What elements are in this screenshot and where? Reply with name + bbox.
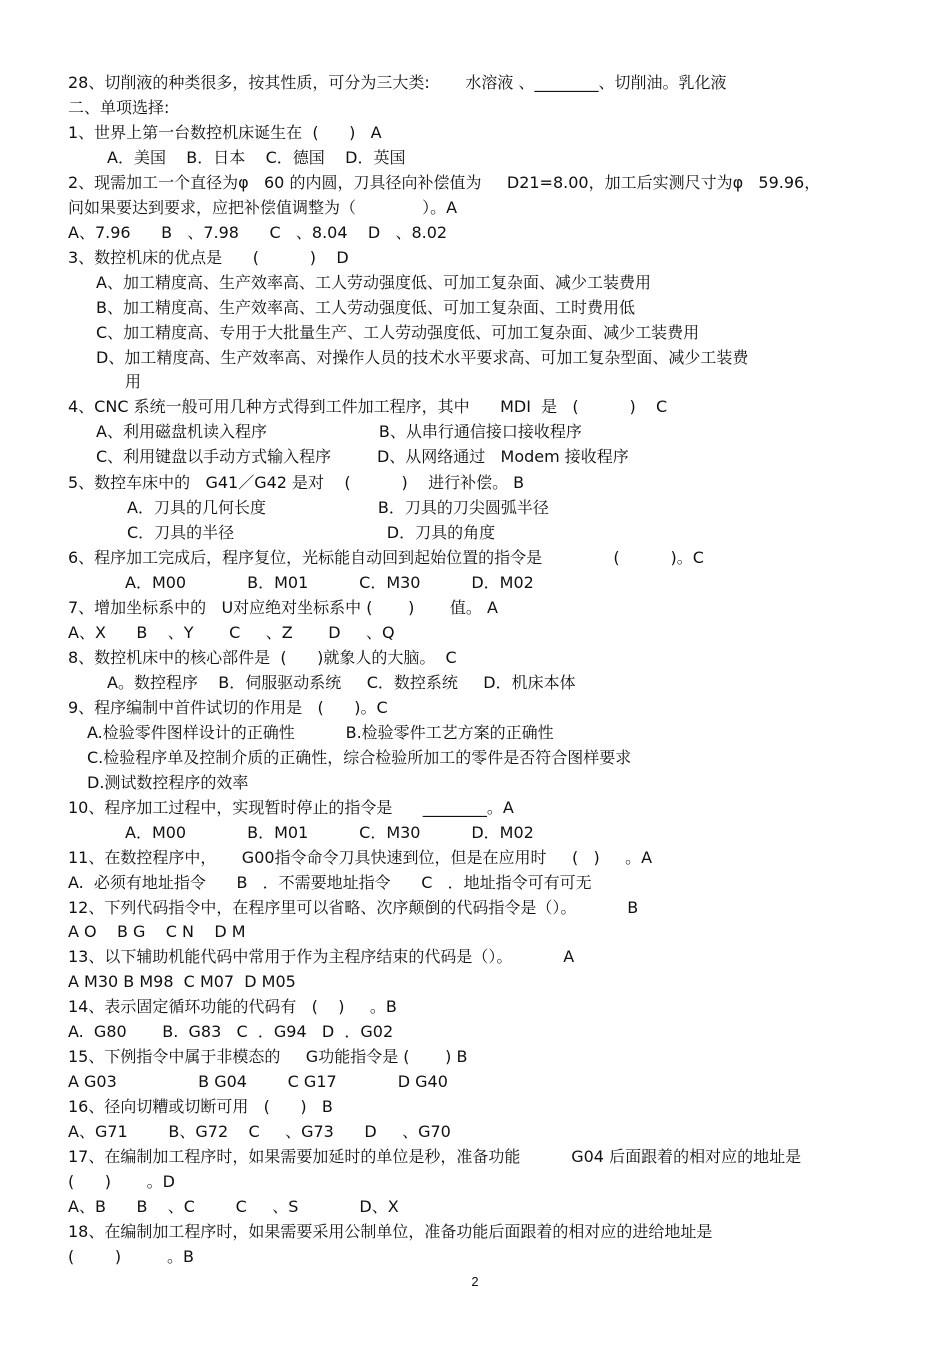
q18-line-cont: ( ) 。B xyxy=(68,1247,194,1266)
q5-line: 5、数控车床中的 G41／G42 是对 ( ) 进行补偿。 B xyxy=(68,473,525,492)
q17-options: A、B B 、C C 、S D、X xyxy=(68,1197,399,1216)
q4-options-cd: C、利用键盘以手动方式输入程序 D、从网络通过 Modem 接收程序 xyxy=(96,447,629,466)
q3-option-b: B、加工精度高、生产效率高、工人劳动强度低、可加工复杂面、工时费用低 xyxy=(96,298,635,317)
q4-options-ab: A、利用磁盘机读入程序 B、从串行通信接口接收程序 xyxy=(96,422,582,441)
q5-options-cd: C．刀具的半径 D．刀具的角度 xyxy=(127,523,496,542)
q11-options: A. 必须有地址指令 B ．不需要地址指令 C ．地址指令可有可无 xyxy=(68,873,592,892)
q17-line-cont: ( ) 。D xyxy=(68,1172,175,1191)
page-number: 2 xyxy=(471,1274,479,1289)
q10-line: 10、程序加工过程中，实现暂时停止的指令是 ________。A xyxy=(68,798,514,817)
q14-options: A. G80 B. G83 C ．G94 D ．G02 xyxy=(68,1022,394,1041)
q17-line: 17、在编制加工程序时，如果需要加延时的单位是秒，准备功能 G04 后面跟着的相对应的地址是 xyxy=(68,1147,802,1166)
q7-line: 7、增加坐标系中的 U对应绝对坐标系中 ( ) 值。 A xyxy=(68,598,498,617)
section-heading-single-choice: 二、单项选择: xyxy=(68,98,170,117)
q12-line: 12、下列代码指令中，在程序里可以省略、次序颠倒的代码指令是（）。 B xyxy=(68,898,639,917)
q6-line: 6、程序加工完成后，程序复位，光标能自动回到起始位置的指令是 ( )。C xyxy=(68,548,704,567)
q3-option-c: C、加工精度高、专用于大批量生产、工人劳动强度低、可加工复杂面、减少工装费用 xyxy=(96,323,700,342)
q13-line: 13、以下辅助机能代码中常用于作为主程序结束的代码是（）。 A xyxy=(68,947,575,966)
q4-line: 4、CNC 系统一般可用几种方式得到工件加工程序，其中 MDI 是 ( ) C xyxy=(68,397,668,416)
q16-line: 16、径向切糟或切断可用 ( ) B xyxy=(68,1097,333,1116)
q2-line: 2、现需加工一个直径为φ 60 的内圆，刀具径向补偿值为 D21=8.00，加工后实测尺寸为φ 59.96， xyxy=(68,173,821,192)
q28-line: 28、切削液的种类很多，按其性质，可分为三大类: 水溶液 、________、切削油。乳化液 xyxy=(68,73,727,92)
q15-options: A G03 B G04 C G17 D G40 xyxy=(68,1072,448,1091)
q2-options: A、7.96 B 、7.98 C 、8.04 D 、8.02 xyxy=(68,223,448,242)
q2-line-cont: 问如果要达到要求，应把补偿值调整为（ ）。A xyxy=(68,198,458,217)
q3-line: 3、数控机床的优点是 ( ) D xyxy=(68,248,349,267)
q9-option-d: D.测试数控程序的效率 xyxy=(87,773,249,792)
q16-options: A、G71 B、G72 C 、G73 D 、G70 xyxy=(68,1122,451,1141)
q12-options: A O B G C N D M xyxy=(68,922,246,941)
q11-line: 11、在数控程序中， G00指令命令刀具快速到位，但是在应用时 ( ) 。A xyxy=(68,848,653,867)
q18-line: 18、在编制加工程序时，如果需要采用公制单位，准备功能后面跟着的相对应的进给地址是 xyxy=(68,1222,713,1241)
q9-line: 9、程序编制中首件试切的作用是 ( )。C xyxy=(68,698,388,717)
q10-options: A．M00 B．M01 C．M30 D．M02 xyxy=(125,823,534,842)
q1-options: A．美国 B．日本 C．德国 D．英国 xyxy=(107,148,406,167)
q9-option-c: C.检验程序单及控制介质的正确性，综合检验所加工的零件是否符合图样要求 xyxy=(87,748,632,767)
q9-options-ab: A.检验零件图样设计的正确性 B.检验零件工艺方案的正确性 xyxy=(87,723,554,742)
q5-options-ab: A．刀具的几何长度 B．刀具的刀尖圆弧半径 xyxy=(127,498,549,517)
q3-option-a: A、加工精度高、生产效率高、工人劳动强度低、可加工复杂面、减少工装费用 xyxy=(96,273,651,292)
q3-option-d: D、加工精度高、生产效率高、对操作人员的技术水平要求高、可加工复杂型面、减少工装费 xyxy=(96,348,749,367)
q8-options: A。数控程序 B．伺服驱动系统 C．数控系统 D．机床本体 xyxy=(107,673,576,692)
q13-options: A M30 B M98 C M07 D M05 xyxy=(68,972,296,991)
q6-options: A．M00 B．M01 C．M30 D．M02 xyxy=(125,573,534,592)
q8-line: 8、数控机床中的核心部件是 ( )就象人的大脑。 C xyxy=(68,648,457,667)
q3-option-d-cont: 用 xyxy=(125,372,142,391)
q1-line: 1、世界上第一台数控机床诞生在 ( ) A xyxy=(68,123,382,142)
q15-line: 15、下例指令中属于非模态的 G功能指令是 ( ) B xyxy=(68,1047,468,1066)
q7-options: A、X B 、Y C 、Z D 、Q xyxy=(68,623,395,642)
q14-line: 14、表示固定循环功能的代码有 ( ) 。B xyxy=(68,997,397,1016)
